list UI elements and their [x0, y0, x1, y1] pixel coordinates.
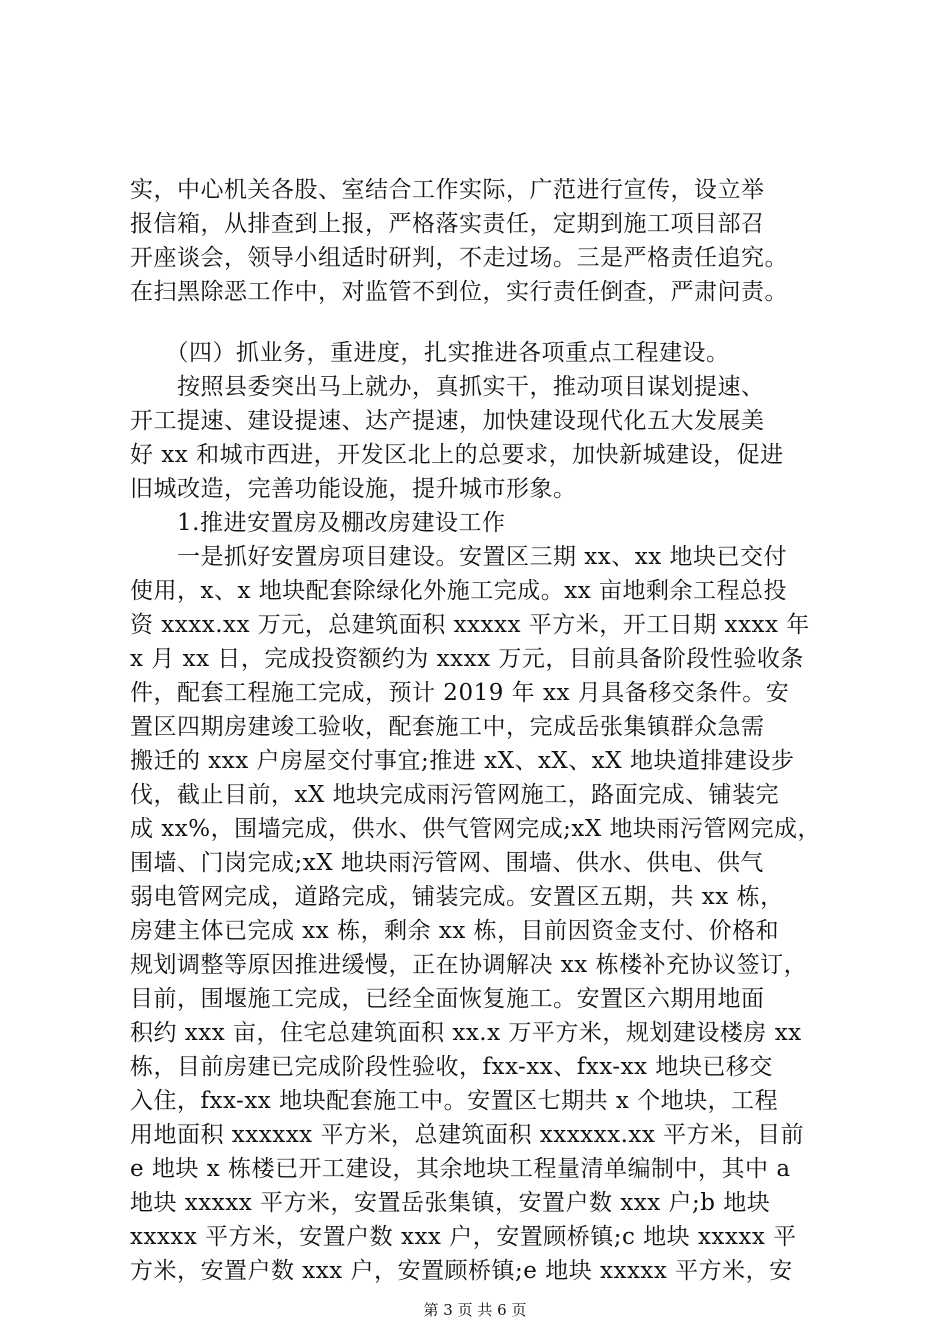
text-line: 伐，截止目前，xX 地块完成雨污管网施工，路面完成、铺装完 [130, 782, 780, 808]
text-line: 一是抓好安置房项目建设。安置区三期 xx、xx 地块已交付 [130, 544, 788, 570]
text-line: 开座谈会，领导小组适时研判，不走过场。三是严格责任追究。 [130, 245, 788, 271]
text-line: e 地块 x 栋楼已开工建设，其余地块工程量清单编制中，其中 a [130, 1156, 791, 1182]
text-line: 规划调整等原因推进缓慢，正在协调解决 xx 栋楼补充协议签订， [130, 952, 808, 978]
text-line: 好 xx 和城市西进，开发区北上的总要求，加快新城建设，促进 [130, 442, 784, 468]
page-number-footer: 第 3 页 共 6 页 [423, 1301, 527, 1319]
text-line: 按照县委突出马上就办，真抓实干，推动项目谋划提速、 [130, 374, 765, 400]
text-line: 弱电管网完成，道路完成，铺装完成。安置区五期，共 xx 栋， [130, 884, 784, 910]
text-line: xxxxx 平方米，安置户数 xxx 户，安置顾桥镇;c 地块 xxxxx 平 [130, 1224, 797, 1250]
text-line: 房建主体已完成 xx 栋，剩余 xx 栋，目前因资金支付、价格和 [130, 918, 780, 944]
text-line: 旧城改造，完善功能设施，提升城市形象。 [130, 476, 577, 502]
text-line: 置区四期房建竣工验收，配套施工中，完成岳张集镇群众急需 [130, 714, 765, 740]
text-line: 搬迁的 xxx 户房屋交付事宜;推进 xX、xX、xX 地块道排建设步 [130, 748, 795, 774]
text-line: 在扫黑除恶工作中，对监管不到位，实行责任倒查，严肃问责。 [130, 279, 788, 305]
text-line: 用地面积 xxxxxx 平方米，总建筑面积 xxxxxx.xx 平方米，目前 [130, 1122, 805, 1148]
text-line: 围墙、门岗完成;xX 地块雨污管网、围墙、供水、供电、供气 [130, 850, 764, 876]
text-line: 积约 xxx 亩，住宅总建筑面积 xx.x 万平方米，规划建设楼房 xx [130, 1020, 802, 1046]
text-line: 使用，x、x 地块配套除绿化外施工完成。xx 亩地剩余工程总投 [130, 578, 788, 604]
text-line: 目前，围堰施工完成，已经全面恢复施工。安置区六期用地面 [130, 986, 765, 1012]
text-line: 开工提速、建设提速、达产提速，加快建设现代化五大发展美 [130, 408, 765, 434]
text-line: 方米，安置户数 xxx 户，安置顾桥镇;e 地块 xxxxx 平方米，安 [130, 1258, 793, 1284]
subsection-heading: 1.推进安置房及棚改房建设工作 [130, 510, 506, 536]
text-line: 报信箱，从排查到上报，严格落实责任，定期到施工项目部召 [130, 211, 765, 237]
text-line: 入住，fxx-xx 地块配套施工中。安置区七期共 x 个地块，工程 [130, 1088, 779, 1114]
text-line: 资 xxxx.xx 万元，总建筑面积 xxxxx 平方米，开工日期 xxxx 年 [130, 612, 810, 638]
text-line: 地块 xxxxx 平方米，安置岳张集镇，安置户数 xxx 户;b 地块 [130, 1190, 771, 1216]
text-line: 成 xx%，围墙完成，供水、供气管网完成;xX 地块雨污管网完成， [130, 816, 822, 842]
text-line: 件，配套工程施工完成，预计 2019 年 xx 月具备移交条件。安 [130, 680, 790, 706]
section-heading: （四）抓业务，重进度，扎实推进各项重点工程建设。 [130, 340, 730, 366]
text-line: x 月 xx 日，完成投资额约为 xxxx 万元，目前具备阶段性验收条 [130, 646, 804, 672]
text-line: 实，中心机关各股、室结合工作实际，广范进行宣传，设立举 [130, 177, 765, 203]
text-line: 栋，目前房建已完成阶段性验收，fxx-xx、fxx-xx 地块已移交 [130, 1054, 773, 1080]
